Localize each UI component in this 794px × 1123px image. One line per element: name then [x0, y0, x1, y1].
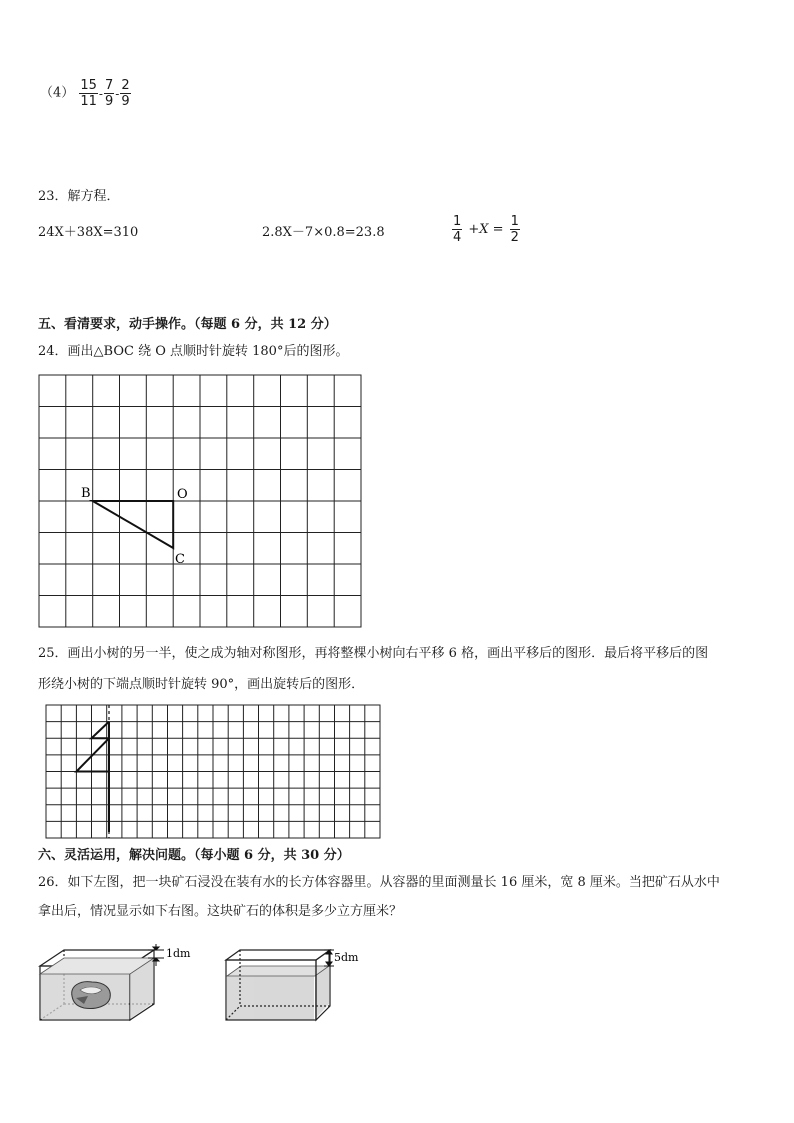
q22-4-label: （4） — [40, 85, 75, 101]
q26-text-line-1: 26．如下左图，把一块矿石浸没在装有水的长方体容器里。从容器的里面测量长 16 厘米，宽 8 厘米。当把矿石从水中 — [38, 875, 720, 890]
minus-sign: - — [115, 86, 120, 101]
q25-text-line-1: 25．画出小树的另一半，使之成为轴对称图形，再将整棵小树向右平移 6 格，画出平移后的图形．最后将平移后的图 — [38, 646, 709, 661]
vertex-o-label: O — [177, 487, 188, 502]
left-dim-label: 1dm — [166, 947, 191, 960]
right-dim-label: 5dm — [334, 951, 359, 964]
right-water-surface — [227, 966, 329, 976]
vertex-b-label: B — [81, 486, 91, 501]
q23-equation-3 — [452, 214, 520, 245]
ore-rock — [72, 982, 111, 1009]
fraction-1-denominator: 11 — [80, 94, 97, 109]
q24-grid-figure — [38, 374, 362, 630]
fraction-2 — [104, 78, 114, 109]
q24-grid — [39, 375, 361, 627]
right-container-figure — [222, 944, 372, 1026]
triangle-boc — [93, 501, 174, 548]
fraction-1 — [79, 78, 98, 109]
minus-sign: - — [98, 86, 103, 101]
eq3-left-numerator: 1 — [453, 214, 462, 229]
vertex-c-label: C — [175, 552, 185, 567]
eq3-right-numerator: 1 — [510, 214, 519, 229]
q25-grid-figure — [45, 704, 383, 840]
eq3-left-fraction — [452, 214, 462, 245]
section-5-heading: 五、看清要求，动手操作。（每题 6 分，共 12 分） — [38, 317, 337, 332]
fraction-3-denominator: 9 — [121, 94, 130, 109]
q23-equation-2: 2.8X－7×0.8=23.8 — [262, 225, 385, 240]
fraction-2-numerator: 7 — [104, 78, 114, 93]
fraction-3-numerator: 2 — [121, 78, 130, 93]
eq3-middle: +X = — [468, 222, 504, 237]
q26-text-line-2: 拿出后，情况显示如下右图。这块矿石的体积是多少立方厘米？ — [38, 904, 403, 919]
q23-equation-1: 24X＋38X=310 — [38, 225, 139, 240]
left-container-figure — [36, 944, 206, 1026]
section-6-heading: 六、灵活运用，解决问题。（每小题 6 分，共 30 分） — [38, 848, 350, 863]
q23-title: 23．解方程． — [38, 189, 120, 204]
q25-text-line-2: 形绕小树的下端点顺时针旋转 90°，画出旋转后的图形． — [38, 677, 365, 692]
right-dimension-marker — [324, 950, 334, 966]
q22-4-expression — [40, 78, 131, 109]
eq3-left-denominator: 4 — [453, 230, 462, 245]
fraction-3 — [120, 78, 130, 109]
eq3-right-fraction — [510, 214, 520, 245]
fraction-2-denominator: 9 — [104, 94, 114, 109]
q24-text: 24．画出△BOC 绕 O 点顺时针旋转 180°后的图形。 — [38, 344, 349, 359]
eq3-right-denominator: 2 — [510, 230, 519, 245]
fraction-1-numerator: 15 — [80, 78, 97, 93]
